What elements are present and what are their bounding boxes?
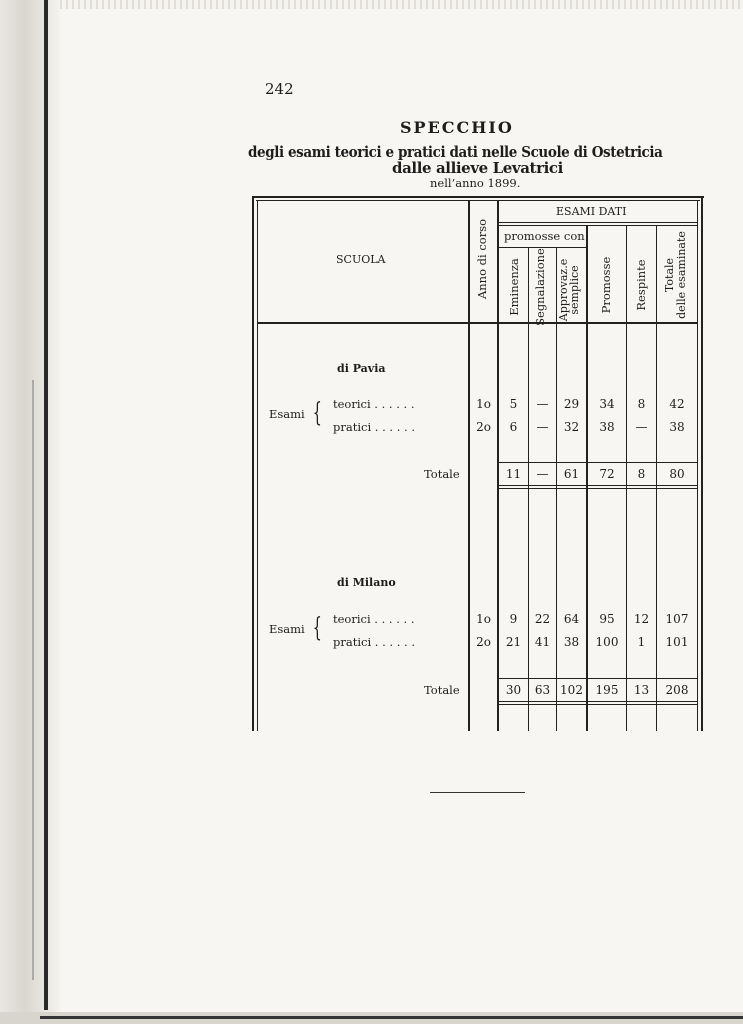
year-line: nell’anno 1899. — [430, 176, 521, 190]
row-label-teorici: teorici . . . . . . — [333, 612, 415, 626]
total-rule-bottom-pavia — [499, 485, 697, 486]
total-rule-bottom-milano — [499, 701, 697, 702]
table-left-rule-inner — [257, 200, 258, 731]
esami-label-pavia: Esami — [269, 407, 305, 421]
cell-segnalazione: 41 — [534, 635, 551, 649]
page-number: 242 — [265, 80, 294, 98]
header-totale-line2: delle esaminate — [675, 231, 688, 319]
cell-respinte: 1 — [637, 635, 646, 649]
cell-approvaz: 38 — [563, 635, 580, 649]
school-name-pavia: di Pavia — [337, 362, 386, 375]
total-rule-bottom-milano-2 — [499, 704, 697, 705]
header-totale — [664, 229, 690, 321]
header-respinte: Respinte — [634, 259, 648, 311]
cell-anno: 1o — [476, 397, 491, 411]
rule-under-esami-dati — [498, 222, 698, 223]
header-scuola: SCUOLA — [336, 253, 386, 266]
header-esami-dati: ESAMI DATI — [556, 205, 627, 218]
col-sep-anno — [497, 200, 499, 731]
cell-eminenza: 5 — [509, 397, 518, 411]
total-rule-bottom-pavia-2 — [499, 488, 697, 489]
cell-segnalazione: 22 — [534, 612, 551, 626]
cell-respinte: — — [635, 420, 648, 434]
subtitle-line-2: dalle allieve Levatrici — [392, 159, 563, 177]
table-top-rule — [252, 196, 704, 198]
top-scan-noise — [60, 0, 743, 9]
total-label-pavia: Totale — [424, 467, 460, 481]
cell-anno: 1o — [476, 612, 491, 626]
total-rule-top-pavia — [499, 462, 697, 463]
col-sep-eminenza — [528, 248, 529, 731]
table-top-rule-inner — [256, 200, 700, 201]
cell-respinte: 8 — [637, 397, 646, 411]
rule-under-esami-dati-2 — [498, 225, 698, 226]
esami-label-milano: Esami — [269, 622, 305, 636]
binding-shadow-line — [44, 0, 48, 1010]
total-approvaz: 102 — [560, 683, 583, 697]
total-totale: 208 — [665, 683, 689, 697]
header-approvaz — [558, 250, 582, 330]
end-rule — [430, 792, 525, 793]
total-eminenza: 11 — [505, 467, 522, 481]
header-approvaz-line2: semplice — [568, 265, 581, 315]
cell-anno: 2o — [476, 420, 491, 434]
cell-promosse: 34 — [599, 397, 615, 411]
col-sep-scuola — [468, 200, 470, 731]
cell-eminenza: 6 — [509, 420, 518, 434]
total-respinte: 13 — [633, 683, 650, 697]
subtitle-line-1: degli esami teorici e pratici dati nelle Scuole di Ostetricia — [248, 143, 663, 161]
cell-approvaz: 64 — [563, 612, 580, 626]
header-segnalazione: Segnalazione — [533, 248, 547, 326]
table-left-rule — [252, 196, 254, 731]
total-approvaz: 61 — [563, 467, 580, 481]
header-approvaz-line1: Approvaz.e — [557, 258, 570, 322]
header-anno-di-corso: Anno di corso — [475, 218, 489, 300]
total-totale: 80 — [669, 467, 685, 481]
cell-anno: 2o — [476, 635, 491, 649]
cell-respinte: 12 — [633, 612, 650, 626]
total-segnalazione: — — [536, 467, 549, 481]
cell-promosse: 100 — [595, 635, 619, 649]
page-title: SPECCHIO — [400, 118, 514, 137]
row-label-pratici: pratici . . . . . . — [333, 635, 415, 649]
cell-approvaz: 29 — [563, 397, 580, 411]
table-right-rule-inner — [697, 200, 698, 731]
school-name-milano: di Milano — [337, 576, 396, 589]
book-binding-edge — [0, 0, 60, 1024]
total-label-milano: Totale — [424, 683, 460, 697]
total-promosse: 72 — [599, 467, 615, 481]
total-segnalazione: 63 — [534, 683, 551, 697]
total-eminenza: 30 — [505, 683, 522, 697]
cell-totale: 42 — [669, 397, 685, 411]
row-label-teorici: teorici . . . . . . — [333, 397, 415, 411]
cell-promosse: 95 — [599, 612, 615, 626]
bottom-scan-bar — [40, 1016, 743, 1019]
header-eminenza: Eminenza — [507, 258, 521, 316]
header-promosse: Promosse — [599, 256, 613, 314]
cell-totale: 38 — [669, 420, 685, 434]
total-promosse: 195 — [595, 683, 619, 697]
binding-shadow-line-faint — [32, 380, 34, 980]
cell-totale: 101 — [665, 635, 689, 649]
total-rule-top-milano — [499, 678, 697, 679]
row-label-pratici: pratici . . . . . . — [333, 420, 415, 434]
table-right-rule — [701, 196, 703, 731]
cell-segnalazione: — — [536, 397, 549, 411]
header-bottom-rule — [258, 322, 698, 324]
cell-eminenza: 9 — [509, 612, 518, 626]
cell-promosse: 38 — [599, 420, 615, 434]
brace-pavia: { — [312, 398, 322, 428]
cell-segnalazione: — — [536, 420, 549, 434]
brace-milano: { — [312, 613, 322, 643]
cell-approvaz: 32 — [563, 420, 580, 434]
total-respinte: 8 — [637, 467, 646, 481]
header-totale-line1: Totale — [663, 257, 676, 293]
cell-eminenza: 21 — [505, 635, 522, 649]
header-promosse-con: promosse con — [504, 229, 585, 243]
cell-totale: 107 — [665, 612, 689, 626]
